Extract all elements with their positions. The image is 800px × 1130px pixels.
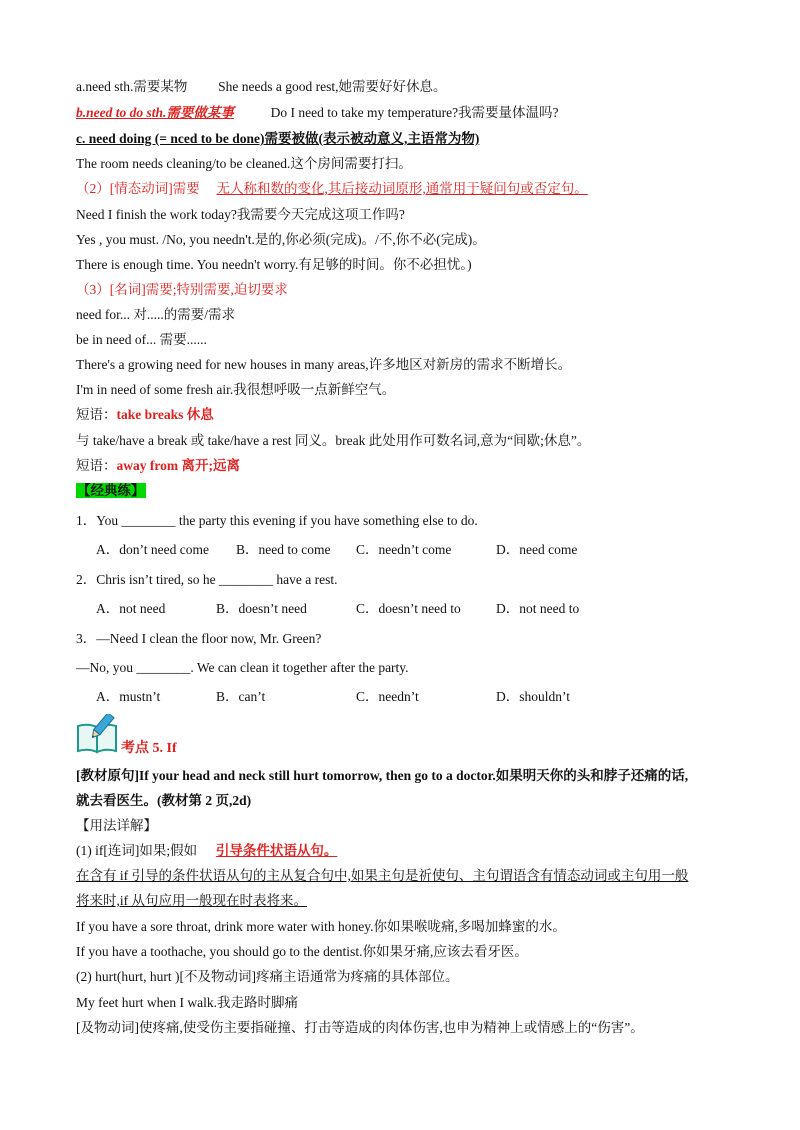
line-break-synonym: 与 take/have a break 或 take/have a rest 同义。break 此处用作可数名词,意为“间歇;休息”。 [76, 433, 591, 448]
q3-option-b: B．can’t [216, 689, 266, 704]
q2-option-b: B．doesn’t need [216, 601, 307, 616]
example-enough-time: There is enough time. You needn't worry.有足够的时间。你不必担忧。) [76, 257, 472, 272]
q1-option-c: C．needn’t come [356, 542, 452, 557]
example-room: The room needs cleaning/to be cleaned.这个房间需要打扫。 [76, 156, 412, 171]
q2-option-c: C．doesn’t need to [356, 601, 461, 616]
hurt-transitive-line: [及物动词]使疼痛,使受伤主要指碰撞、打击等造成的肉体伤害,也申为精神上或情感上的“伤害”。 [76, 1020, 644, 1035]
example-toothache: If you have a toothache, you should go to the dentist.你如果牙痛,应该去看牙医。 [76, 944, 528, 959]
phrase-in-need-of: be in need of... 需要...... [76, 332, 207, 347]
usage-heading: 【用法详解】 [76, 818, 157, 833]
if-rule-line1: 在含有 if 引导的条件状语从句的主从复合句中,如果主句是祈使句、主句谓语含有情态动词或主句用一般 [76, 868, 689, 883]
phrase-take-breaks: 短语：take breaks 休息 [76, 407, 214, 422]
example-must: Yes , you must. /No, you needn't.是的,你必须(完成)。/不,你不必(完成)。 [76, 232, 486, 247]
practice-tag: 【经典练】 [77, 483, 145, 498]
q1-option-a: A．don’t need come [96, 542, 209, 557]
line-need-doing: c. need doing (= nced to be done)需要被做(表示被动意义,主语常为物) [76, 131, 480, 146]
line-modal-verb: （2）[情态动词]需要 无人称和数的变化,其后接动词原形,通常用于疑问句或否定句。 [76, 181, 588, 196]
example-sore-throat: If you have a sore throat, drink more water with honey.你如果喉咙痛,多喝加蜂蜜的水。 [76, 919, 566, 934]
line-need-to-do: b.need to do sth.需要做某事 Do I need to take my temperature?我需要量体温吗? [76, 105, 559, 120]
q3-option-a: A．mustn’t [96, 689, 161, 704]
q2-option-a: A．not need [96, 601, 166, 616]
hurt-intransitive-line: (2) hurt(hurt, hurt )[不及物动词]疼痛主语通常为疼痛的具体部位。 [76, 969, 459, 984]
line-need-sth: a.need sth.需要某物 She needs a good rest,她需要好好休息。 [76, 79, 447, 94]
section-5-heading: 考点 5. If [121, 741, 177, 756]
example-fresh-air: I'm in need of some fresh air.我很想呼吸一点新鲜空气。 [76, 382, 396, 397]
q3-option-c: C．needn’t [356, 689, 419, 704]
example-finish-work: Need I finish the work today?我需要今天完成这项工作吗? [76, 207, 405, 222]
question-1-stem: 1．You ________ the party this evening if you have something else to do. [76, 513, 478, 528]
q1-option-d: D．need come [496, 542, 578, 557]
example-feet-hurt: My feet hurt when I walk.我走路时脚痛 [76, 995, 298, 1010]
textbook-sentence-line1: [教材原句]If your head and neck still hurt tomorrow, then go to a doctor.如果明天你的头和脖子还痛的话, [76, 768, 689, 783]
phrase-need-for: need for... 对.....的需要/需求 [76, 307, 235, 322]
question-3-answer-line: —No, you ________. We can clean it together after the party. [76, 660, 409, 675]
if-conjunction-line: (1) if[连词]如果;假如 引导条件状语从句。 [76, 843, 338, 858]
phrase-away-from: 短语：away from 离开;远离 [76, 458, 240, 473]
textbook-sentence-line2: 就去看医生。(教材第 2 页,2d) [76, 793, 252, 808]
q2-option-d: D．not need to [496, 601, 580, 616]
book-pencil-icon [76, 714, 118, 754]
if-rule-line2: 将来时,if 从句应用一般现在时表将来。 [76, 893, 307, 908]
question-3-stem: 3．—Need I clean the floor now, Mr. Green? [76, 631, 322, 646]
question-2-stem: 2．Chris isn’t tired, so he ________ have a rest. [76, 572, 338, 587]
q3-option-d: D．shouldn’t [496, 689, 571, 704]
line-noun: （3）[名词]需要;特别需要,迫切要求 [76, 282, 288, 297]
example-growing-need: There's a growing need for new houses in many areas,许多地区对新房的需求不断增长。 [76, 357, 572, 372]
q1-option-b: B．need to come [236, 542, 331, 557]
